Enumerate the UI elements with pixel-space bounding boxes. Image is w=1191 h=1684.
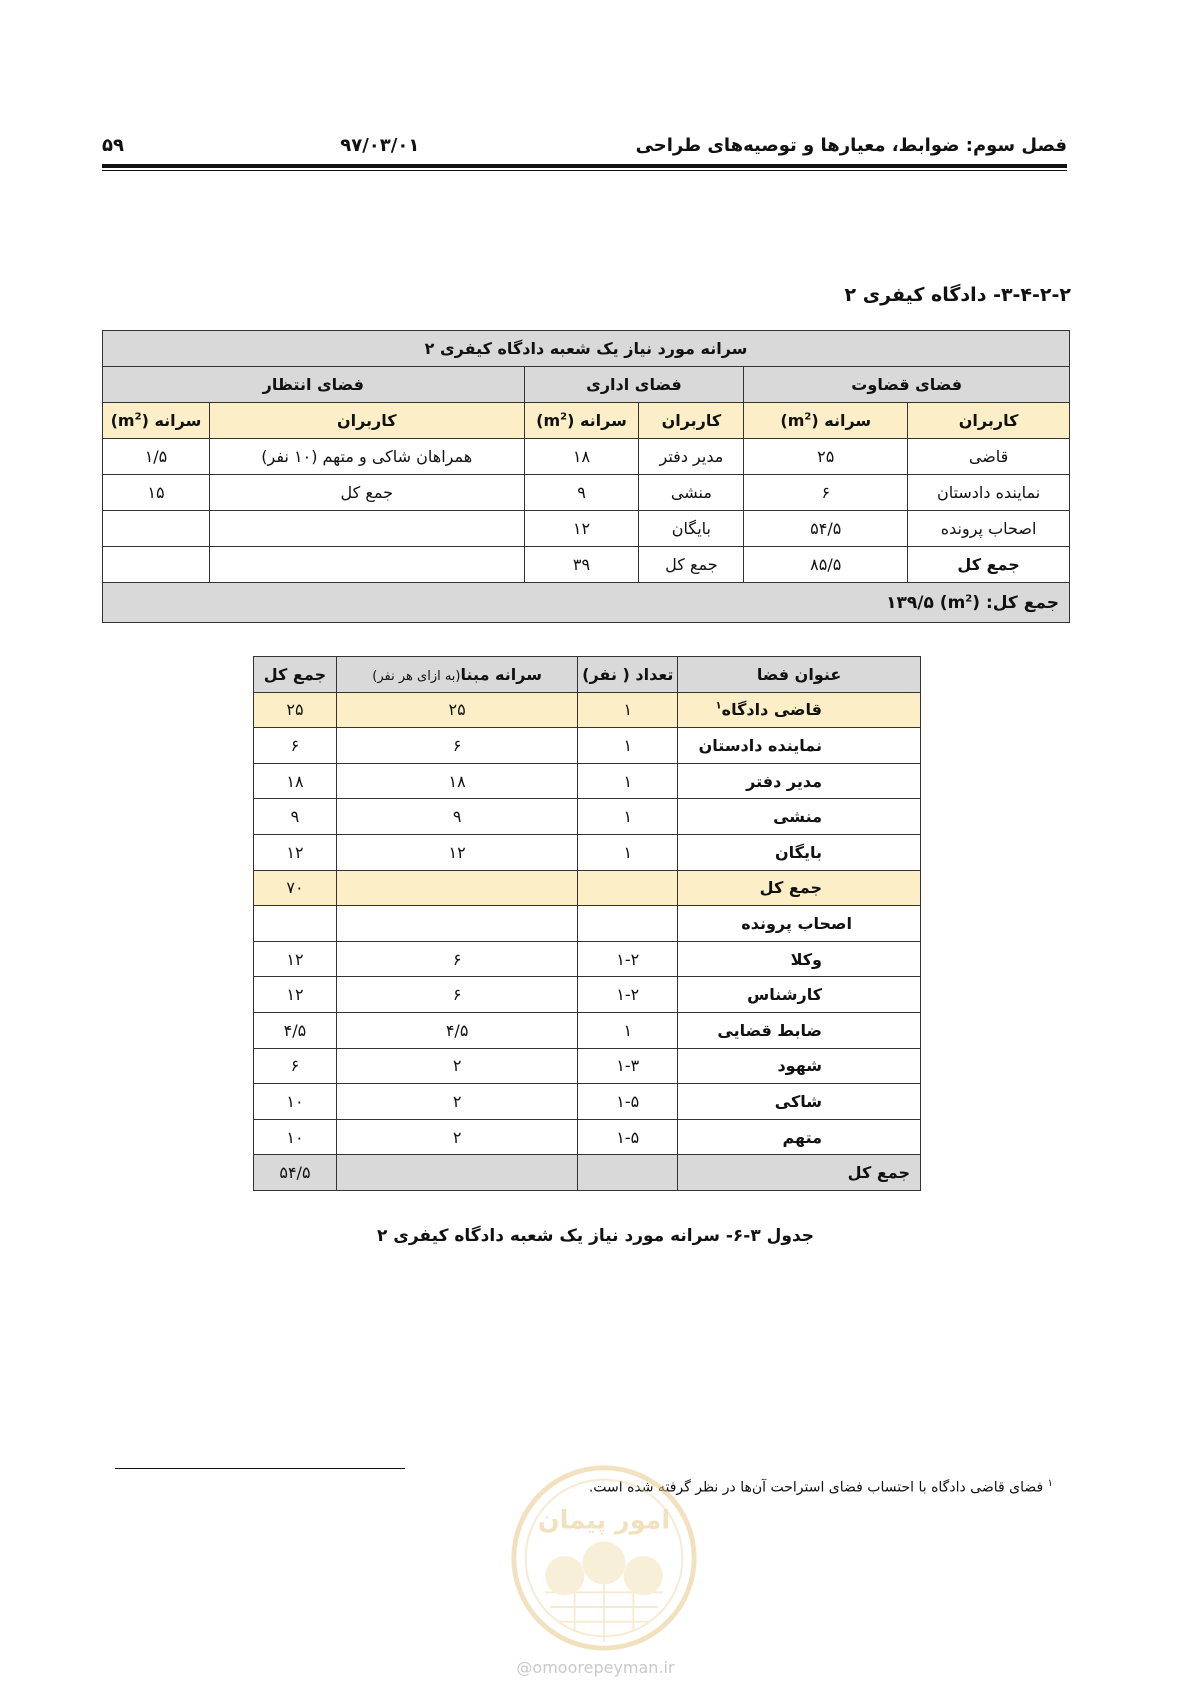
table-cell: ۶	[254, 728, 337, 764]
table-cell: همراهان شاکی و متهم (۱۰ نفر)	[209, 439, 524, 475]
col-total: جمع کل	[254, 657, 337, 693]
table-row	[254, 763, 921, 799]
table-cell: ۱۲	[254, 834, 337, 870]
table-row	[254, 1084, 921, 1120]
table-cell: ۹	[524, 475, 639, 511]
per-capita-table	[102, 330, 1070, 623]
col-users: کاربران	[209, 403, 524, 439]
chapter-title: فصل سوم: ضوابط، معیارها و توصیه‌های طراحی	[635, 134, 1067, 156]
table-cell: ۲۵	[744, 439, 908, 475]
section-title: ۳-۴-۲-۲- دادگاه کیفری ۲	[844, 284, 1071, 306]
table-cell: ۹	[336, 799, 577, 835]
table-cell: ۴/۵	[254, 1012, 337, 1048]
table-cell: ۱	[578, 763, 678, 799]
table-cell: ۲	[336, 1119, 577, 1155]
table-cell: نماینده دادستان	[908, 475, 1070, 511]
watermark-url: @omoorepeyman.ir	[516, 1658, 675, 1677]
table-cell: جمع کل	[639, 547, 744, 583]
table-cell: ۵۴/۵	[254, 1155, 337, 1191]
table-cell: ۳۹	[524, 547, 639, 583]
table-row	[103, 511, 1070, 547]
table-cell: ۲	[336, 1084, 577, 1120]
table-cell: قاضی	[908, 439, 1070, 475]
col-base-area: سرانه مبنا(به ازای هر نفر)	[336, 657, 577, 693]
table-row	[254, 1155, 921, 1191]
col-space-title: عنوان فضا	[678, 657, 921, 693]
table-row	[254, 977, 921, 1013]
table-row	[254, 906, 921, 942]
table-cell: ۸۵/۵	[744, 547, 908, 583]
row-label: متهم	[678, 1119, 921, 1155]
footnote: $^۱$ فضای قاضی دادگاه با احتساب فضای استراحت آن‌ها در نظر گرفته شده است.	[588, 1478, 1053, 1496]
col-area: سرانه $(m^2)$	[524, 403, 639, 439]
table-cell	[254, 906, 337, 942]
header-rule-thin	[102, 170, 1067, 171]
footnote-rule	[115, 1468, 405, 1469]
table-cell: ۱۰	[254, 1084, 337, 1120]
row-label: مدیر دفتر	[678, 763, 921, 799]
table-cell	[336, 906, 577, 942]
table-cell: ۶	[336, 941, 577, 977]
table-cell	[103, 511, 210, 547]
row-label: شاکی	[678, 1084, 921, 1120]
group-judgement: فضای قضاوت	[744, 367, 1070, 403]
watermark-logo-icon	[506, 1460, 702, 1656]
table-cell: ۱۲	[336, 834, 577, 870]
row-label: منشی	[678, 799, 921, 835]
col-users: کاربران	[908, 403, 1070, 439]
table-cell: ۴/۵	[336, 1012, 577, 1048]
table-cell: ۱	[578, 1012, 678, 1048]
row-label: نماینده دادستان	[678, 728, 921, 764]
table-cell	[336, 870, 577, 906]
table-cell: ۶	[254, 1048, 337, 1084]
table-cell: ۲	[336, 1048, 577, 1084]
grand-total: جمع کل: $(m^2)$ ۱۳۹/۵	[103, 583, 1070, 623]
row-label: جمع کل	[678, 1155, 921, 1191]
table-cell	[578, 906, 678, 942]
table-row	[254, 870, 921, 906]
table-cell: ۱۸	[336, 763, 577, 799]
table-cell: ۱	[578, 799, 678, 835]
row-label: بایگان	[678, 834, 921, 870]
header-rule-thick	[102, 164, 1067, 168]
col-users: کاربران	[639, 403, 744, 439]
table-row	[254, 834, 921, 870]
row-label: ضابط قضایی	[678, 1012, 921, 1048]
table-row	[254, 1012, 921, 1048]
table-cell: ۵۴/۵	[744, 511, 908, 547]
table-cell: ۶	[336, 728, 577, 764]
table-cell: ۲۵	[254, 692, 337, 728]
table-cell: ۱۲	[254, 977, 337, 1013]
col-count: تعداد ( نفر)	[578, 657, 678, 693]
table-cell: ۱-۲	[578, 941, 678, 977]
table-cell: ۶	[744, 475, 908, 511]
table-cell: ۱	[578, 728, 678, 764]
table-row	[254, 728, 921, 764]
group-office: فضای اداری	[524, 367, 744, 403]
row-label: جمع کل	[678, 870, 921, 906]
table-cell	[209, 547, 524, 583]
table-cell: جمع کل	[209, 475, 524, 511]
row-label: کارشناس	[678, 977, 921, 1013]
table-cell: ۱۸	[254, 763, 337, 799]
table-row	[254, 1048, 921, 1084]
table-cell	[578, 870, 678, 906]
table-cell: ۱/۵	[103, 439, 210, 475]
col-area: سرانه $(m^2)$	[103, 403, 210, 439]
col-area: سرانه $(m^2)$	[744, 403, 908, 439]
row-label: قاضی دادگاه$^۱$	[678, 692, 921, 728]
table-cell: ۱۸	[524, 439, 639, 475]
table-cell: مدیر دفتر	[639, 439, 744, 475]
table-cell: اصحاب پرونده	[908, 511, 1070, 547]
table-cell: ۶	[336, 977, 577, 1013]
table-cell: ۱-۲	[578, 977, 678, 1013]
table-cell: ۱	[578, 834, 678, 870]
header-date: ۹۷/۰۳/۰۱	[340, 134, 420, 156]
table-cell: ۱۲	[254, 941, 337, 977]
page-number: ۵۹	[102, 134, 124, 156]
table-row	[103, 475, 1070, 511]
page-header	[102, 130, 1067, 160]
table-row	[254, 1119, 921, 1155]
table-cell	[209, 511, 524, 547]
space-breakdown-table	[253, 656, 921, 1191]
table-row	[103, 547, 1070, 583]
table-cell: جمع کل	[908, 547, 1070, 583]
table-cell	[336, 1155, 577, 1191]
table-cell: ۱۰	[254, 1119, 337, 1155]
table-cell: بایگان	[639, 511, 744, 547]
row-label: وکلا	[678, 941, 921, 977]
table-row	[254, 692, 921, 728]
row-label: اصحاب پرونده	[678, 906, 921, 942]
table-cell: ۱-۵	[578, 1084, 678, 1120]
svg-text:امور پیمان: امور پیمان	[537, 1505, 671, 1536]
table-cell: ۲۵	[336, 692, 577, 728]
table-cell: ۱۵	[103, 475, 210, 511]
table-caption: جدول ۳-۶- سرانه مورد نیاز یک شعبه دادگاه کیفری ۲	[376, 1226, 815, 1246]
group-waiting: فضای انتظار	[103, 367, 525, 403]
table-cell: منشی	[639, 475, 744, 511]
table-row	[254, 799, 921, 835]
table-cell: ۷۰	[254, 870, 337, 906]
table-cell: ۹	[254, 799, 337, 835]
table-cell	[578, 1155, 678, 1191]
table-row	[254, 941, 921, 977]
table-cell: ۱-۵	[578, 1119, 678, 1155]
table-cell: ۱۲	[524, 511, 639, 547]
row-label: شهود	[678, 1048, 921, 1084]
table-cell: ۱	[578, 692, 678, 728]
table-cell: ۱-۳	[578, 1048, 678, 1084]
table-row	[103, 439, 1070, 475]
table1-title: سرانه مورد نیاز یک شعبه دادگاه کیفری ۲	[103, 331, 1070, 367]
table-cell	[103, 547, 210, 583]
